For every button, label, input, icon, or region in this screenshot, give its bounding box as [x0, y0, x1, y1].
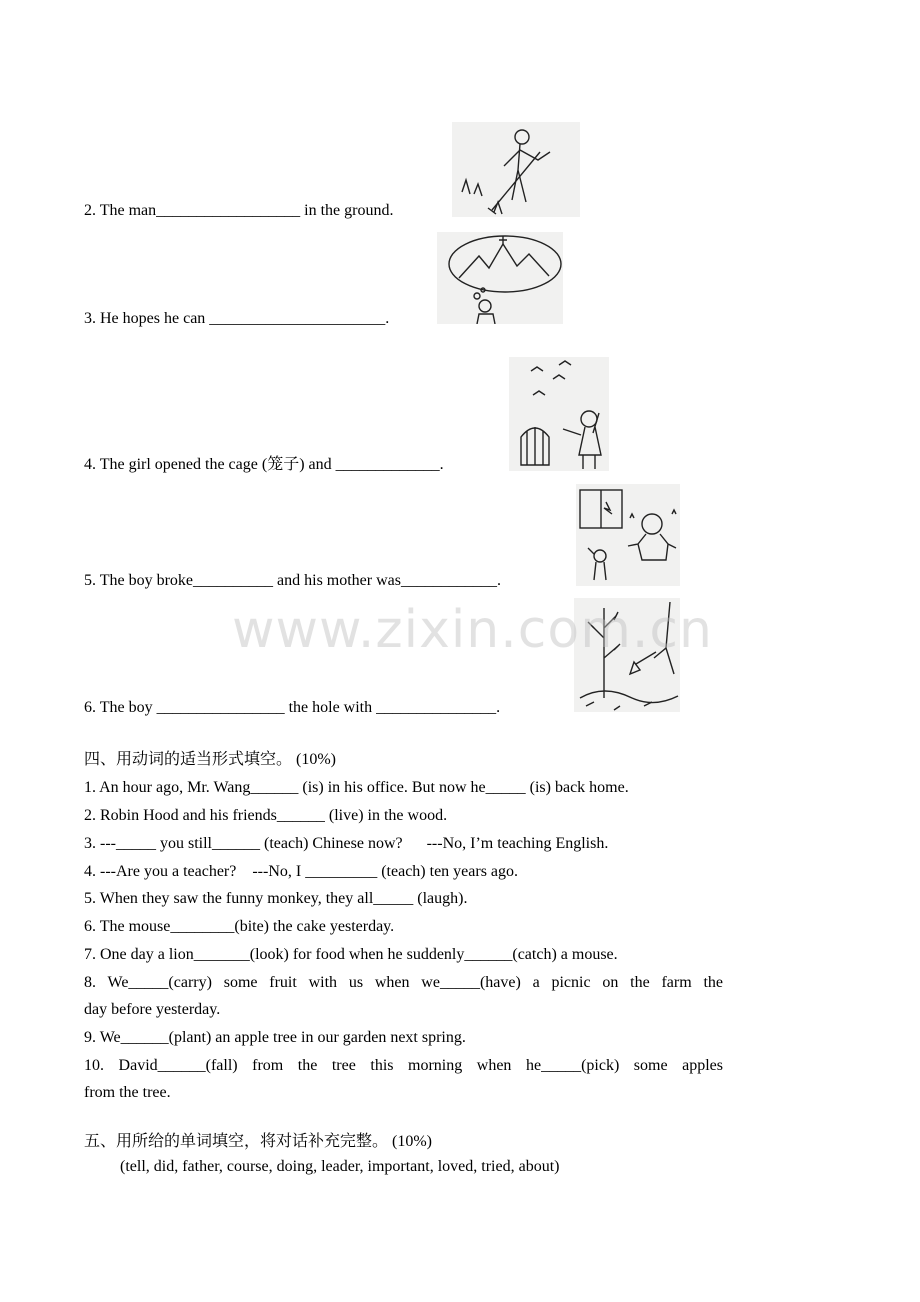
- question-4-girl-cage: 4. The girl opened the cage (笼子) and _____________.: [84, 456, 444, 473]
- question-5-boy-broke: 5. The boy broke__________ and his mother was____________.: [84, 572, 501, 589]
- watermark-text: www.zixin.com.cn: [232, 600, 713, 660]
- section-4-question-8-line-2: day before yesterday.: [84, 1001, 221, 1018]
- section-5-heading: 五、用所给的单词填空，将对话补充完整。 (10%): [84, 1133, 432, 1150]
- section-4-question-10-line-2: from the tree.: [84, 1084, 171, 1101]
- question-2-man-digging: 2. The man__________________ in the ground.: [84, 202, 394, 219]
- question-6-boy-hole: 6. The boy ________________ the hole with _______________.: [84, 699, 501, 716]
- section-4-question-8-line-1: 8. We_____(carry) some fruit with us when we_____(have) a picnic on the farm the: [84, 974, 723, 991]
- section-4-question-4: 4. ---Are you a teacher? ---No, I _________ (teach) ten years ago.: [84, 863, 519, 880]
- section-4-question-9: 9. We______(plant) an apple tree in our garden next spring.: [84, 1029, 466, 1046]
- section-4-question-2: 2. Robin Hood and his friends______ (live) in the wood.: [84, 807, 448, 824]
- section-4-question-3: 3. ---_____ you still______ (teach) Chinese now? ---No, I’m teaching English.: [84, 835, 609, 852]
- section-4-question-6: 6. The mouse________(bite) the cake yesterday.: [84, 918, 395, 935]
- girl-opens-cage-picture: [509, 357, 609, 471]
- broken-window-picture: [576, 484, 680, 586]
- section-4-question-1: 1. An hour ago, Mr. Wang______ (is) in his office. But now he_____ (is) back home.: [84, 779, 629, 796]
- question-3-hopes: 3. He hopes he can ______________________.: [84, 310, 390, 327]
- man-digging-picture: [452, 122, 580, 217]
- section-4-question-5: 5. When they saw the funny monkey, they all_____ (laugh).: [84, 890, 468, 907]
- section-4-heading: 四、用动词的适当形式填空。 (10%): [84, 751, 336, 768]
- section-4-question-10-line-1: 10. David______(fall) from the tree this morning when he_____(pick) some apples: [84, 1057, 723, 1074]
- section-4-question-7: 7. One day a lion_______(look) for food when he suddenly______(catch) a mouse.: [84, 946, 618, 963]
- section-5-word-bank: (tell, did, father, course, doing, leader, important, loved, tried, about): [120, 1158, 560, 1175]
- boy-dreaming-picture: [437, 232, 563, 324]
